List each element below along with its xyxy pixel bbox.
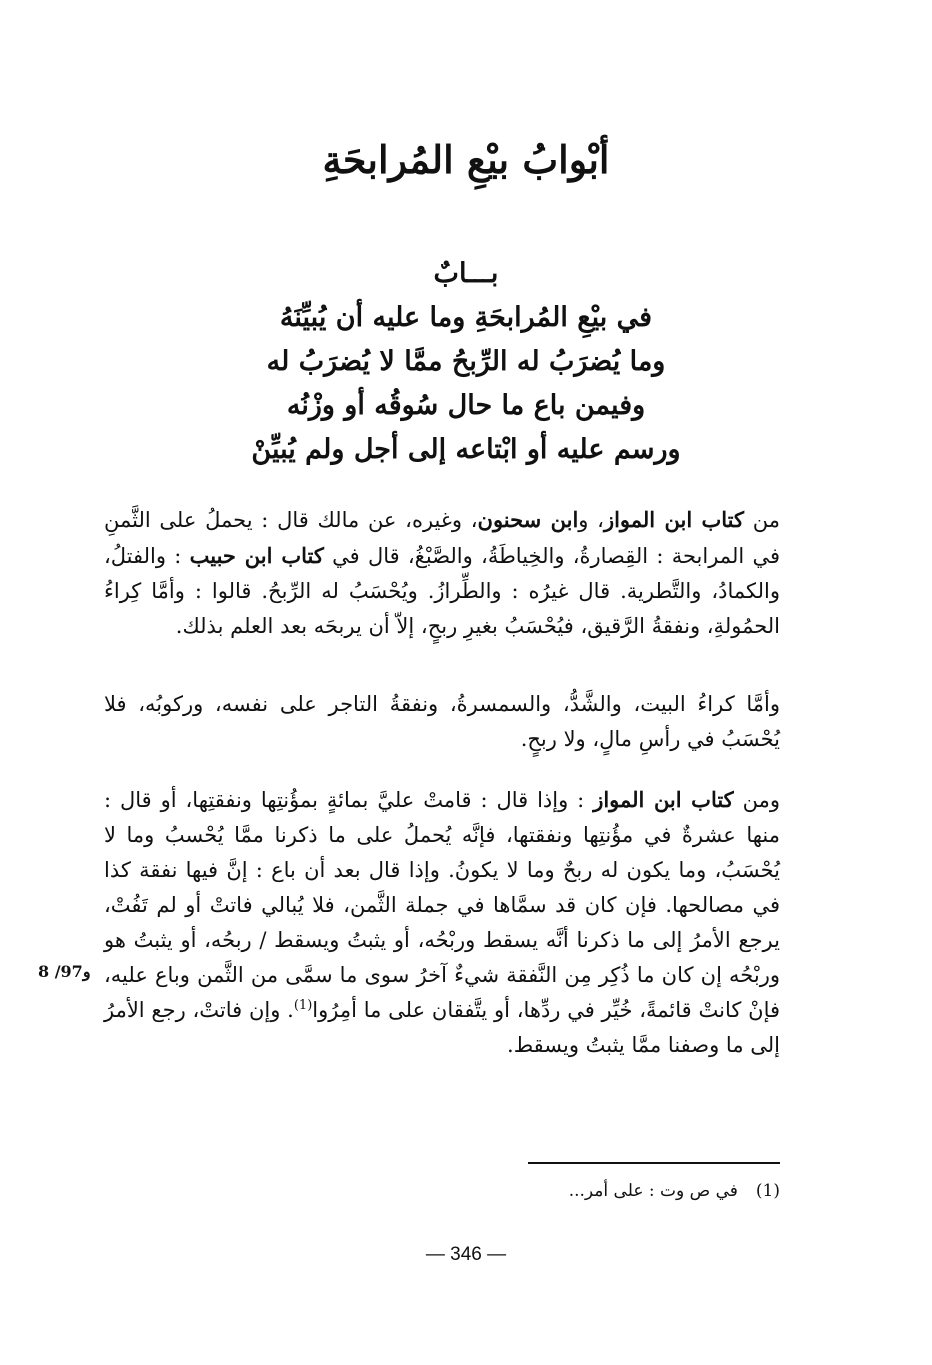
paragraph-2: وأمَّا كراءُ البيت، والشَّدُّ، والسمسرةُ، ونفقةُ التاجر على نفسه، وركوبُه، فلا يُحْسَبُ في رأسِ مالٍ، ولا ربحٍ. [104,692,780,751]
chapter-title-line-3: وفيمن باع ما حال سُوقُه أو وزْنُه [286,390,646,421]
paragraph-3 [104,782,780,1132]
source-citation: كتاب ابن المواز [603,507,745,532]
chapter-label: بـــابٌ [433,258,499,289]
footnote-reference: (1) [293,998,313,1013]
paragraph-1 [104,502,780,677]
book-title: أبْوابُ بيْعِ المُرابحَةِ [322,137,610,182]
paragraph-3-text-a: ومن [733,788,780,812]
source-citation: كتاب ابن حبيب [189,543,324,568]
paragraph-1-text-d: : والفتلُ، والكمادُ، والتَّطرية. قال غيرُه : والطِّرازُ. ويُحْسَبُ له الرِّبحُ. قالوا : وأمَّا كِراءُ الحمُولةِ، ونفقةُ الرَّقيق، فيُحْسَبُ بغيرِ ربحٍ، إلاّ أن يربحَه بعد العلم بذلك. [104,544,780,638]
source-citation: ابن سحنون [477,507,579,532]
paragraph-3-text-b: : وإذا قال : قامتْ عليَّ بمائةٍ بمؤُنتِها ونفقتِها، أو قال : منها عشرةٌ في مؤُنتِها ونفقتها، فإنَّه يُحملُ على ما ذكرنا ممَّا يُحْسبُ وما لا يُحْسَبُ، وما يكون له ربحٌ وما لا يكونُ. وإذا قال بعد أن باع : إنَّ فيها نفقة كذا في مصالحها. فإن كان قد سمَّاها في جملة الثَّمن، فلا يُبالي فاتتْ أو لم تَفُتْ، يرجع الأمرُ إلى ما ذكرنا أنَّه يسقط وربْحُه، أو يثبتُ ويسقط / ربحُه، أو يثبتُ هو وربْحُه إن كان ما ذُكِر مِن النَّفقة شيءٌ آخرُ سوى ما سمَّى من الثَّمن وباع عليه، فإنْ كانتْ قائمةً، خُيِّر في ردِّها، أو يتَّفقان على ما أمِرُوا [104,788,780,1022]
footnote [440,1178,780,1204]
chapter-title-line-2: وما يُضرَبُ له الرِّبحُ ممَّا لا يُضرَبُ له [266,346,666,377]
page-number: — 346 — [425,1244,507,1265]
paragraph-1-text-b: ، و [578,508,604,532]
paragraph-1-text-a: من [744,508,780,532]
footnote-divider [528,1162,780,1164]
chapter-title-line-1: في بيْعِ المُرابحَةِ وما عليه أن يُبيِّنَهُ [279,302,653,333]
chapter-heading [150,252,782,472]
paragraph-3-text-c: . وإن فاتتْ، رجع الأمرُ إلى ما وصفنا ممَّا يثبتُ ويسقط. [104,998,780,1057]
chapter-title-line-4: ورسم عليه أو ابْتاعه إلى أجل ولم يُبيِّنْ [251,434,681,465]
paragraph-1-text-c: ، وغيره، عن مالك قال : يحملُ على الثَّمنِ في المرابحة : القِصارةُ، والخِياطَةُ، والصَّبْغُ، قال في [104,508,780,568]
manuscript-folio-marker: 8 /97و [38,962,91,981]
source-citation: كتاب ابن المواز [593,787,734,812]
footnote-number: (1) [755,1181,780,1201]
footnote-text: في ص وت : على أمر... [568,1181,738,1201]
